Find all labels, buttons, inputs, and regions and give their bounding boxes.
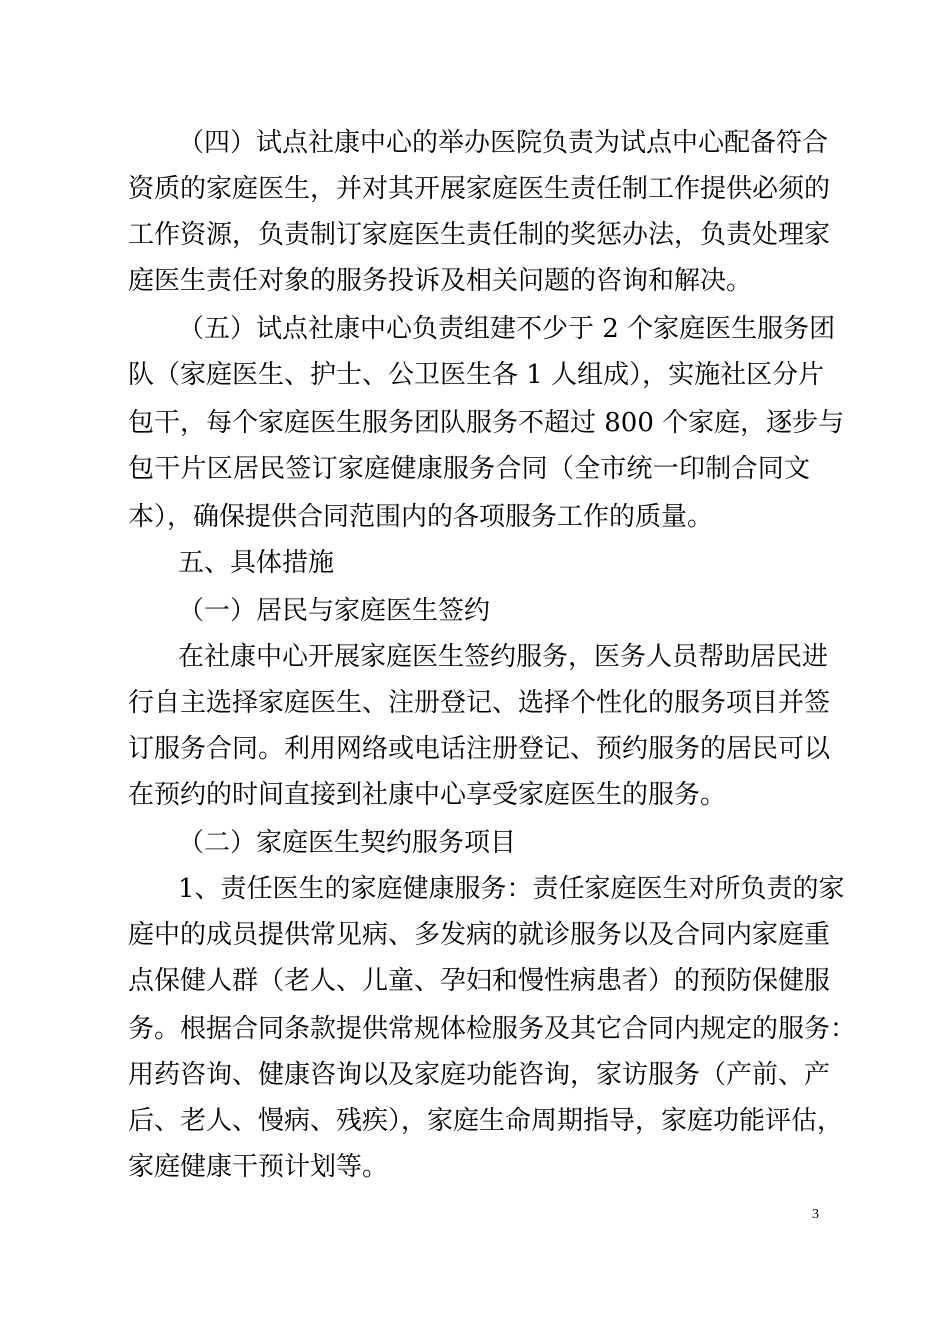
paragraph-signing-line-2: 行自主选择家庭医生、注册登记、选择个性化的服务项目并签 xyxy=(128,688,831,718)
paragraph-services-line-7: 家庭健康干预计划等。 xyxy=(128,1152,389,1182)
paragraph-5-line-2: 队（家庭医生、护士、公卫医生各 1 人组成），实施社区分片 xyxy=(128,360,825,390)
subsection-heading-2: （二）家庭医生契约服务项目 xyxy=(178,828,517,858)
page-number: 3 xyxy=(812,1207,819,1222)
paragraph-5-line-5: 本），确保提供合同范围内的各项服务工作的质量。 xyxy=(128,502,714,532)
paragraph-services-line-5: 用药咨询、健康咨询以及家庭功能咨询，家访服务（产前、产 xyxy=(128,1060,831,1090)
paragraph-services-line-1: 1、责任医生的家庭健康服务：责任家庭医生对所负责的家 xyxy=(178,874,845,904)
section-heading: 五、具体措施 xyxy=(178,548,335,578)
paragraph-5-line-4: 包干片区居民签订家庭健康服务合同（全市统一印制合同文 xyxy=(128,454,810,484)
paragraph-4-line-4: 庭医生责任对象的服务投诉及相关问题的咨询和解决。 xyxy=(128,266,753,296)
paragraph-signing-line-3: 订服务合同。利用网络或电话注册登记、预约服务的居民可以 xyxy=(128,734,831,764)
subsection-heading-1: （一）居民与家庭医生签约 xyxy=(178,596,491,626)
paragraph-4-line-2: 资质的家庭医生，并对其开展家庭医生责任制工作提供必须的 xyxy=(128,174,831,204)
paragraph-4-line-1: （四）试点社康中心的举办医院负责为试点中心配备符合 xyxy=(178,128,829,158)
paragraph-services-line-3: 点保健人群（老人、儿童、孕妇和慢性病患者）的预防保健服 xyxy=(128,966,831,996)
paragraph-signing-line-4: 在预约的时间直接到社康中心享受家庭医生的服务。 xyxy=(128,780,727,810)
paragraph-signing-line-1: 在社康中心开展家庭医生签约服务，医务人员帮助居民进 xyxy=(178,642,829,672)
paragraph-services-line-6: 后、老人、慢病、残疾），家庭生命周期指导，家庭功能评估， xyxy=(128,1106,844,1136)
paragraph-services-line-2: 庭中的成员提供常见病、多发病的就诊服务以及合同内家庭重 xyxy=(128,920,831,950)
paragraph-5-line-1: （五）试点社康中心负责组建不少于 2 个家庭医生服务团 xyxy=(178,314,836,344)
paragraph-services-line-4: 务。根据合同条款提供常规体检服务及其它合同内规定的服务： xyxy=(128,1014,857,1044)
paragraph-4-line-3: 工作资源，负责制订家庭医生责任制的奖惩办法，负责处理家 xyxy=(128,220,831,250)
paragraph-5-line-3: 包干，每个家庭医生服务团队服务不超过 800 个家庭，逐步与 xyxy=(128,408,845,438)
